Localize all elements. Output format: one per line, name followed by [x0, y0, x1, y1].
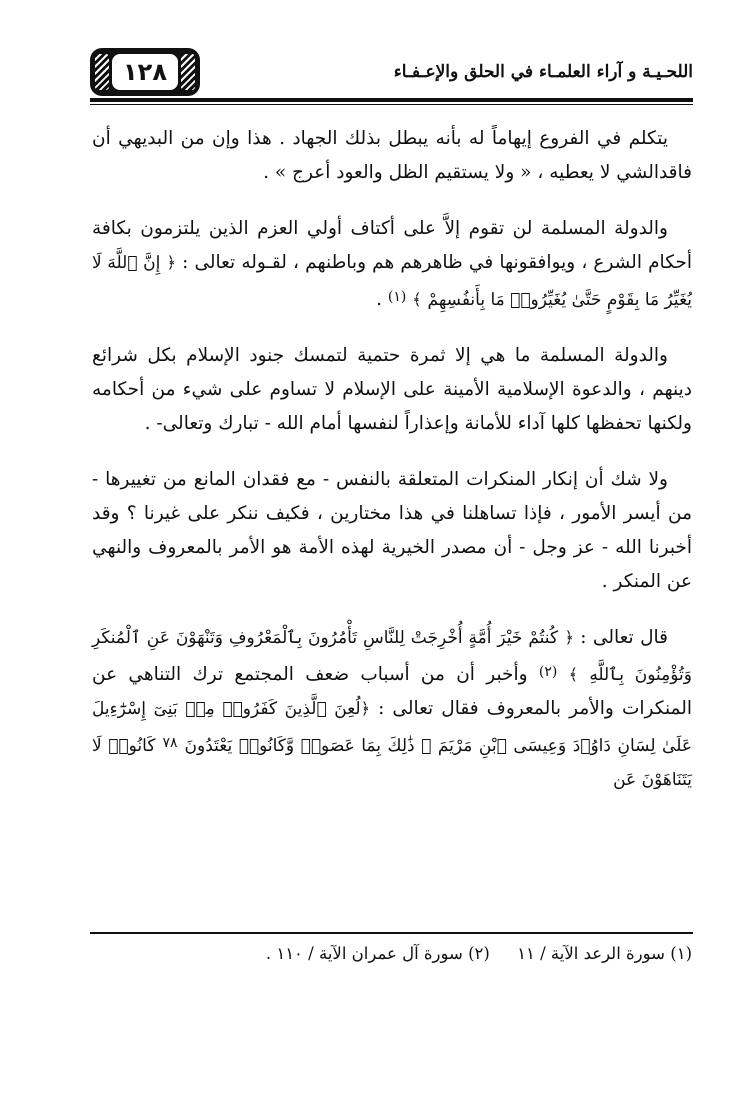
paragraph-1-text: يتكلم في الفروع إيهاماً له بأنه يبطل بذلك الجهاد . هذا وإن من البديهي أن فاقدالشي لا يعطيه ، « ولا يستقيم الظل والعود أعرج » . — [92, 128, 692, 183]
page-number-badge — [90, 48, 200, 96]
running-title: اللحـيـة و آراء العلمـاء في الحلق والإعـفـاء — [393, 62, 693, 82]
badge-ornament-right — [181, 54, 195, 90]
quran-verse-1: إِنَّ ٱللَّهَ لَا يُغَيِّرُ مَا بِقَوْمٍ حَتَّىٰ يُغَيِّرُوا۟ مَا بِأَنفُسِهِمْ — [92, 253, 692, 310]
footnote-ref-2[interactable]: (٢) — [538, 664, 558, 680]
quran-verse-3: لُعِنَ ٱلَّذِينَ كَفَرُوا۟ مِنۢ بَنِىٓ إِسْرَٰٓءِيلَ عَلَىٰ لِسَانِ دَاوُۥدَ وَعِيسَى ٱبْنِ مَرْيَمَ ۚ ذَٰلِكَ بِمَا عَصَوا۟ وَّكَانُوا۟ يَعْتَدُونَ — [92, 699, 692, 756]
paragraph-2-tail: . — [376, 289, 388, 310]
quran-verse-2: كُنتُمْ خَيْرَ أُمَّةٍ أُخْرِجَتْ لِلنَّاسِ تَأْمُرُونَ بِٱلْمَعْرُوفِ وَتَنْهَوْنَ عَنِ ٱلْمُنكَرِ وَتُؤْمِنُونَ بِٱللَّهِ — [92, 628, 692, 685]
body-text — [92, 122, 692, 819]
verse-number-marker: ٧٨ — [162, 735, 178, 751]
footnotes — [92, 944, 692, 963]
footnote-separator — [90, 932, 693, 934]
verse-close-bracket: ﴾ — [412, 290, 422, 309]
paragraph-4 — [92, 463, 692, 599]
verse-open-bracket: ﴿ — [166, 253, 176, 272]
paragraph-2-text: والدولة المسلمة لن تقوم إلاَّ على أكتاف أولي العزم الذين يلتزمون بكافة أحكام الشرع ، ويوافقونها في ظاهرهم هم وباطنهم ، لقـوله تعالى : — [92, 218, 692, 273]
verse-close-bracket: ﴾ — [568, 665, 578, 684]
footnote-ref-1[interactable]: (١) — [387, 289, 407, 305]
page-header — [90, 48, 693, 98]
paragraph-3 — [92, 339, 692, 441]
paragraph-5 — [92, 621, 692, 797]
footnote-1: (١) سورة الرعد الآية / ١١ — [517, 944, 692, 963]
header-rule-thin — [90, 104, 693, 105]
page-number: ١٢٨ — [112, 54, 178, 90]
paragraph-2 — [92, 212, 692, 317]
paragraph-4-text: ولا شك أن إنكار المنكرات المتعلقة بالنفس - مع فقدان المانع من تغييرها - من أيسر الأمور ، فإذا تساهلنا في هذا مختارين ، فكيف ننكر على غيرنا ؟ وقد أخبرنا الله - عز وجل - أن مصدر الخيرية لهذه الأمة هو الأمر بالمعروف والنهي عن المنكر . — [92, 469, 692, 592]
quran-verse-3-cont: كَانُوا۟ لَا يَتَنَاهَوْنَ عَن — [92, 736, 692, 790]
paragraph-3-text: والدولة المسلمة ما هي إلا ثمرة حتمية لتمسك جنود الإسلام بكل شرائع دينهم ، والدعوة الإسلامية الأمينة على الإسلام لا تساوم على شيء من أحكامه ولكنها تحفظها كلها آداء للأمانة وإعذاراً لنفسها أمام الله - تبارك وتعالى- . — [92, 345, 692, 434]
header-rule — [90, 98, 693, 102]
verse-open-bracket: ﴿ — [564, 628, 574, 647]
paragraph-5-lead: قال تعالى : — [580, 627, 669, 648]
badge-ornament-left — [95, 54, 109, 90]
footnote-2: (٢) سورة آل عمران الآية / ١١٠ . — [265, 944, 490, 963]
paragraph-1 — [92, 122, 692, 190]
paragraph-5-mid: وأخبر أن من أسباب ضعف المجتمع ترك التناهي عن المنكرات والأمر بالمعروف فقال تعالى : — [92, 664, 692, 719]
verse-open-bracket: ﴿ — [360, 699, 370, 718]
